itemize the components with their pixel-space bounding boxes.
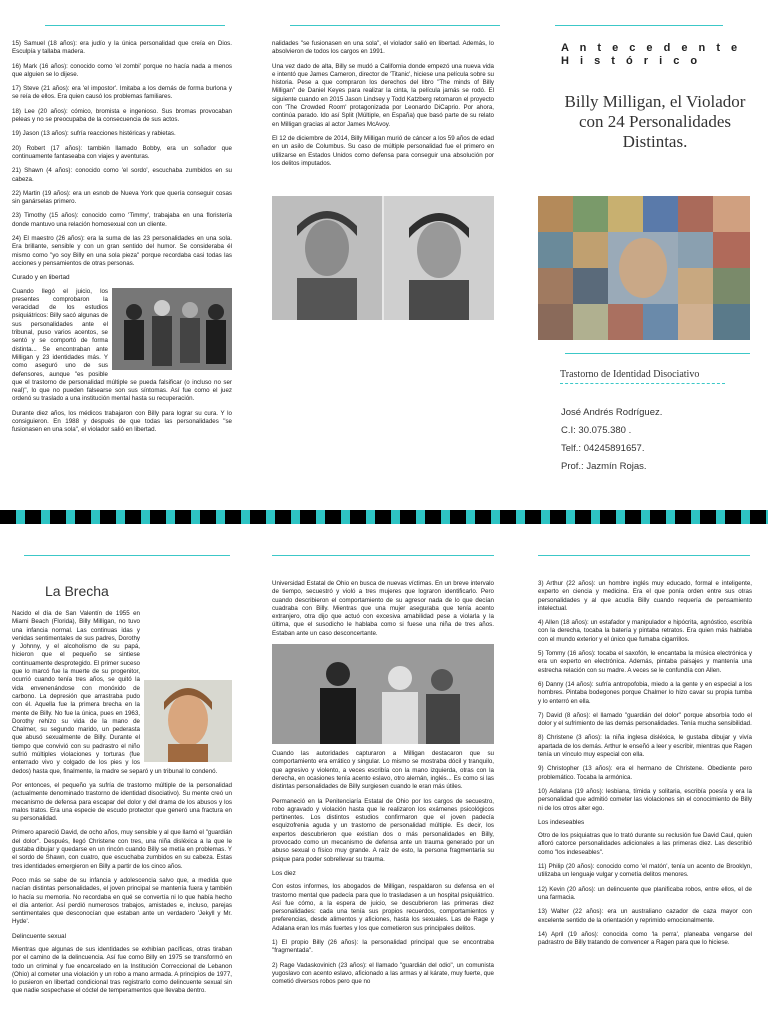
author-phone: Telf.: 04245891657.	[561, 443, 645, 454]
personality-7: 7) David (8 años): el llamado "guardián del dolor" porque absorbía todo el dolor y el sufrimiento de las demás personalidades. Tenía mucha sensibilidad.	[538, 711, 752, 728]
brecha-paragraph-3: Primero apareció David, de ocho años, muy sensible y al que llamó el "guardián del dolor". Después, llegó Christene con tres, una niña disléxica a la que le gustaba dibujar y quedarse en un rincón cuando Billy se metía en problemas. Y el sordo de Shawn, con cuatro, que escuchaba zumbidos en su cabeza. Estas tres identidades emergieron en Billy a partir de los cinco años.	[12, 829, 232, 870]
personality-17: 17) Steve (21 años): era 'el impostor'. Imitaba a los demás de forma burlona y se reía de ellos. Era quien causó los problemas familiares.	[12, 85, 232, 101]
author-ci: C.I: 30.075.380 .	[561, 425, 632, 436]
middle-paragraph-1: nalidades "se fusionasen en una sola", el violador salió en libertad. Además, lo absolvieron de todos los cargos en 1991.	[272, 40, 494, 56]
bottom-middle-rule	[272, 555, 494, 556]
brecha-paragraph-2: Por entonces, el pequeño ya sufría de trastorno múltiple de la personalidad (actualmente denominado trastorno de identidad disociativo). Su mente creó un mecanismo de defensa para escapar del dolor y del drama de los abusos y los malos tratos. Era una especie de escudo protector que generó una fractura en su personalidad.	[12, 781, 232, 823]
personality-23: 23) Timothy (15 años): conocido como 'Timmy', trabajaba en una floristería donde mantuvo una relación homosexual con un cliente.	[12, 212, 232, 228]
curado-paragraph-2: Durante diez años, los médicos trabajaron con Billy para lograr su cura. Y lo consiguieron. En 1988 y después de que todas las personalidades "se fusionasen en una sola", el violador salió en libertad.	[12, 409, 232, 434]
la-brecha-heading: La Brecha	[45, 583, 109, 599]
brecha-paragraph-4: Poco más se sabe de su infancia y adolescencia salvo que, a medida que nacían distintas personalidades, el joven principal se mantenía fuera y también lo hacía su memoria. No recordaba en qué se convertía ni lo que había hecho el día anterior. Así perdió numerosos trabajos, amistades e, incluso, parejas sentimentales que desconocían que estaban ante un verdadero 'Jekyll y Mr. Hyde'.	[12, 876, 232, 926]
bottom-left-column	[12, 610, 232, 1002]
fold-stripe-divider	[0, 510, 768, 524]
personality-2: 2) Rage Vadaskovinich (23 años): el llamado "guardián del odio", un comunista yugoslavo con acento eslavo, aficionado a las armas y al kárate, muy fuerte, que cometió diversos robos pero que no	[272, 961, 494, 986]
delincuente-heading: Delincuente sexual	[12, 932, 66, 940]
personality-10: 10) Adalana (19 años): lesbiana, tímida y solitaria, escribía poesía y era la personalidad que admitió cometer las violaciones sin el conocimiento de Billy ni de los otros alter ego.	[538, 787, 752, 812]
top-left-rule	[45, 25, 225, 26]
milligan-portrait-photo	[144, 680, 232, 762]
middle-paragraph-2: Una vez dado de alta, Billy se mudó a California donde empezó una nueva vida e intentó que James Cameron, director de 'Titanic', hiciese una película sobre su historia. Pese a que compraron los derechos del libro "The minds of Billy Milligan" de Daniel Keyes para realizar la cinta, la película jamás se rodó. El siguiente cuando en 2015 Jason Lindsey y Todd Katzberg retomaron el proyecto con 'The Crowded Room' protagonizada por Leonardo DiCaprio. Por ahora, continúa parado. Ido así Split (Múltiple, en España) que basó parte de su relato en Milligan gracias al actor James McAvoy.	[272, 62, 494, 128]
author-name: José Andrés Rodríguez.	[561, 407, 663, 418]
personality-15: 15) Samuel (18 años): era judío y la única personalidad que creía en Dios. Esculpía y tallaba madera.	[12, 40, 232, 56]
brecha-paragraph-5: Mientras que algunas de sus identidades se exhibían pacíficas, otras tiraban por el camino de la delincuencia. Así fue como Billy en 1975 se transformó en todo un criminal y fue encarcelado en la Institución Correccional de Lebanon (Ohio) al cometer una violación y un robo a mano armada. A principios de 1977, lo pusieron en libertad condicional tras registrarlo como delincuente sexual sin que nadie sospechase el cóctel de temperamentos que llevaba dentro.	[12, 945, 232, 995]
personality-5: 5) Tommy (16 años): tocaba el saxofón, le encantaba la música electrónica y era un experto en electrónica. Además, pintaba paisajes y mantenía una estrecha relación con su madre. A veces se le confundía con Allen.	[538, 650, 752, 674]
curado-paragraph-1: Cuando llegó el juicio, los presentes comprobaron la veracidad de los estudios psiquiátricos: Billy sacó algunas de sus personalidades ante el tribunal, puso varios acentos, se sentó y se comportó de forma distinta... Se encontraban ante Milligan y 23 identidades más. Y como aseguró uno de sus defensores, aunque "es posible que el trastorno de personalidad múltiple se pueda falsificar (o incluso no ser real)", lo que no pueden falsearse son sus síntomas. Así fue como el juez ordenó su traslado a una institución mental hasta su recuperación.	[12, 287, 232, 403]
curado-heading: Curado y en libertad	[12, 274, 70, 282]
trial-photo	[112, 288, 232, 370]
los-diez-heading: Los diez	[272, 869, 296, 877]
bottom-right-rule	[538, 555, 750, 556]
personality-6: 6) Danny (14 años): sufría antropofobia, miedo a la gente y en especial a los hombres. Pintaba bodegones porque Chalmer lo hizo cavar su propia tumba y lo enterró en ella.	[538, 680, 752, 705]
antecedente-line-2: H i s t ó r i c o	[561, 55, 702, 67]
top-left-column	[12, 40, 232, 441]
bottom-left-rule	[24, 555, 230, 556]
top-middle-rule	[290, 25, 500, 26]
personality-3: 3) Arthur (22 años): un hombre inglés muy educado, formal e inteligente, experto en ciencia y medicina. Era el que ponía orden entre sus otras personalidades y al que acudía Billy cuando requería de pensamiento intelectual.	[538, 580, 752, 612]
personality-8: 8) Christene (3 años): la niña inglesa disléxica, le gustaba dibujar y vivía apartada de los demás. Arthur le enseñó a leer y escribir, mientras que Ragen tenía un vínculo muy especial con ella.	[538, 734, 752, 759]
antecedente-heading	[561, 42, 741, 68]
diez-paragraph-3: Permaneció en la Penitenciaría Estatal de Ohio por los cargos de secuestro, robo agravado y violación hasta que le realizaron los exámenes psicológicos pertinentes. Los distintos estudios confirmaron que el joven padecía esquizofrenia aguda y un trastorno de personalidad múltiple. Es decir, los expertos descubrieron que existían dos o más personalidades en Billy, provocado como un mecanismo de defensa ante un trauma generado por un abuso sexual o físico muy grande. A raíz de esto, la persona fragmentaría su psique para poder sobrellevar su trauma.	[272, 797, 494, 863]
personality-19: 19) Jason (13 años): sufría reacciones histéricas y rabietas.	[12, 130, 176, 138]
bottom-right-column	[538, 580, 752, 953]
personality-4: 4) Allen (18 años): un estafador y manipulador e hipócrita, agnóstico, escribía con la derecha, tocaba la batería y pintaba retratos. Era quien más hablaba con el mundo exterior y el único que fumaba cigarrillos.	[538, 619, 752, 643]
personality-11: 11) Philip (20 años): conocido como 'el matón', tenía un acento de Brooklyn, utilizaba un lenguaje vulgar y cometía delitos menores.	[538, 863, 752, 879]
top-right-rule	[555, 25, 723, 26]
middle-paragraph-3: El 12 de diciembre de 2014, Billy Milligan murió de cáncer a los 59 años de edad en un asilo de Columbus. Su caso de múltiple personalidad fue el primero en utilizarse en Estados Unidos como defensa para conseguir una absolución por los delitos imputados.	[272, 134, 494, 167]
personality-24: 24) El maestro (26 años): era la suma de las 23 personalidades en una sola. Era brillante, sensible y con un gran sentido del humor. Se consideraba él mismo como "yo soy Billy en una sola pieza" porque recordaba casi todas las acciones y pensamientos de otras personas.	[12, 235, 232, 267]
brochure-outer-side	[0, 0, 768, 508]
arrest-photo	[272, 644, 494, 744]
personality-21: 21) Shawn (4 años): conocido como 'el sordo', escuchaba zumbidos en su cabeza.	[12, 167, 232, 183]
personality-20: 20) Robert (17 años): también llamado Bobby, era un soñador que continuamente fantaseaba con viajes y aventuras.	[12, 144, 232, 160]
professor-name: Prof.: Jazmín Rojas.	[561, 461, 647, 472]
brecha-paragraph-1: Nacido el día de San Valentín de 1955 en Miami Beach (Florida), Billy Milligan, no tuvo una infancia normal. Las continuas idas y venidas sentimentales de sus padres, Dorothy y Johnny, y el alcoholismo de su papá, hicieron que el pequeño se sintiese continuamente desprotegido. El primer suceso que lo marcó fue la muerte de su progenitor, ocurrió cuando tenía tres años, se quitó la vida envenenándose con monóxido de carbono. La depresión que arrastraba pudo con él. Aquella fue la primera brecha en la mente de Billy. No fue la única, pues en 1963, Dorothy rehízo su vida de la mano de Chalmer, su segundo marido, un pederasta que abusó sexualmente de Billy. Durante el tiempo que convivió con su padrastro el niño sufrió múltiples violaciones y torturas (fue enterrado vivo y colgado de los pies y los dedos) hasta que, finalmente, la madre se separó y un tribunal lo condenó.	[12, 610, 218, 775]
antecedente-line-1: A n t e c e d e n t e	[561, 42, 742, 54]
indeseables-intro: Otro de los psiquiatras que lo trató durante su reclusión fue David Caul, quien afloró catorce personalidades adicionales a las primeras diez. Las describió como "los indeseables".	[538, 832, 752, 856]
indeseables-heading: Los indeseables	[538, 818, 585, 826]
right-panel-rule	[565, 353, 750, 354]
personality-14: 14) April (19 años): conocida como 'la perra', planeaba vengarse del padrastro de Billy tratando de convencer a Ragen para que lo hiciese.	[538, 930, 752, 947]
subtitle-dashed-rule	[560, 383, 725, 384]
personality-22: 22) Martin (19 años): era un esnob de Nueva York que quería conseguir cosas sin ganárselas primero.	[12, 189, 232, 206]
personality-13: 13) Walter (22 años): era un australiano cazador de caza mayor con excelente sentido de la orientación y reprimido emocionalmente.	[538, 908, 752, 924]
collage-photo	[538, 196, 750, 340]
disorder-subtitle: Trastorno de Identidad Disociativo	[560, 369, 700, 380]
brochure-title: Billy Milligan, el Violador con 24 Personalidades Distintas.	[564, 92, 746, 151]
personality-9: 9) Christopher (13 años): era el hermano de Christene. Obediente pero problemático. Tocaba la armónica.	[538, 765, 752, 781]
diez-paragraph-4: Con estos informes, los abogados de Milligan, respaldaron su defensa en el trastorno mental que padecía para que lo trasladasen a un hospital psiquiátrico. Así fue cómo, a la espera de juicio, se descubrieron las primeras diez personalidades: cada una tenía sus propios recuerdos, comportamientos y preferencias, desde alimentos y aficiones, hasta los sexuales. Las de Rage y Adalana eran los más fuertes y los que cometieron sus principales delitos.	[272, 883, 494, 932]
personality-1: 1) El propio Billy (26 años): la personalidad principal que se encontraba "fragmentada".	[272, 939, 494, 955]
diez-paragraph-2: Cuando las autoridades capturaron a Milligan destacaron que su comportamiento era errático y singular. Lo mismo se mostraba dócil y tranquilo, que agresivo y violento, a veces escribía con la mano izquierda, otras con la derecha, en ocasiones tenía acento eslavo, otro alemán, inglés... Es como si las distintas personalidades de Billy surgiesen cuando le eran más útiles.	[272, 750, 494, 791]
top-middle-column	[272, 40, 494, 174]
personality-18: 18) Lee (20 años): cómico, bromista e ingenioso. Sus bromas provocaban peleas y no se preocupaba de la consecuencia de sus actos.	[12, 107, 232, 124]
milligan-portraits-photo	[272, 196, 494, 320]
personality-12: 12) Kevin (20 años): un delincuente que planificaba robos, entre ellos, el de una farmacia.	[538, 885, 752, 901]
personality-16: 16) Mark (16 años): conocido como 'el zombi' porque no hacía nada a menos que alguien se lo dijese.	[12, 62, 232, 78]
bottom-middle-column	[272, 580, 494, 993]
diez-paragraph-1: Universidad Estatal de Ohio en busca de nuevas víctimas. En un breve intervalo de tiempo, secuestró y violó a tres mujeres que lograron identificarlo. Pero cuando describieron el comportamiento de su agresor nada de lo que decían cuadraba con Billy. Mientras que una mujer aseguraba que tenía acento extranjero, otra dijo que actuó con excesiva amabilidad pese a violarla y la última, que el susodicho le hablaba como si fuese una niña de tres años. Estaban ante un caso desconcertante.	[272, 580, 494, 637]
